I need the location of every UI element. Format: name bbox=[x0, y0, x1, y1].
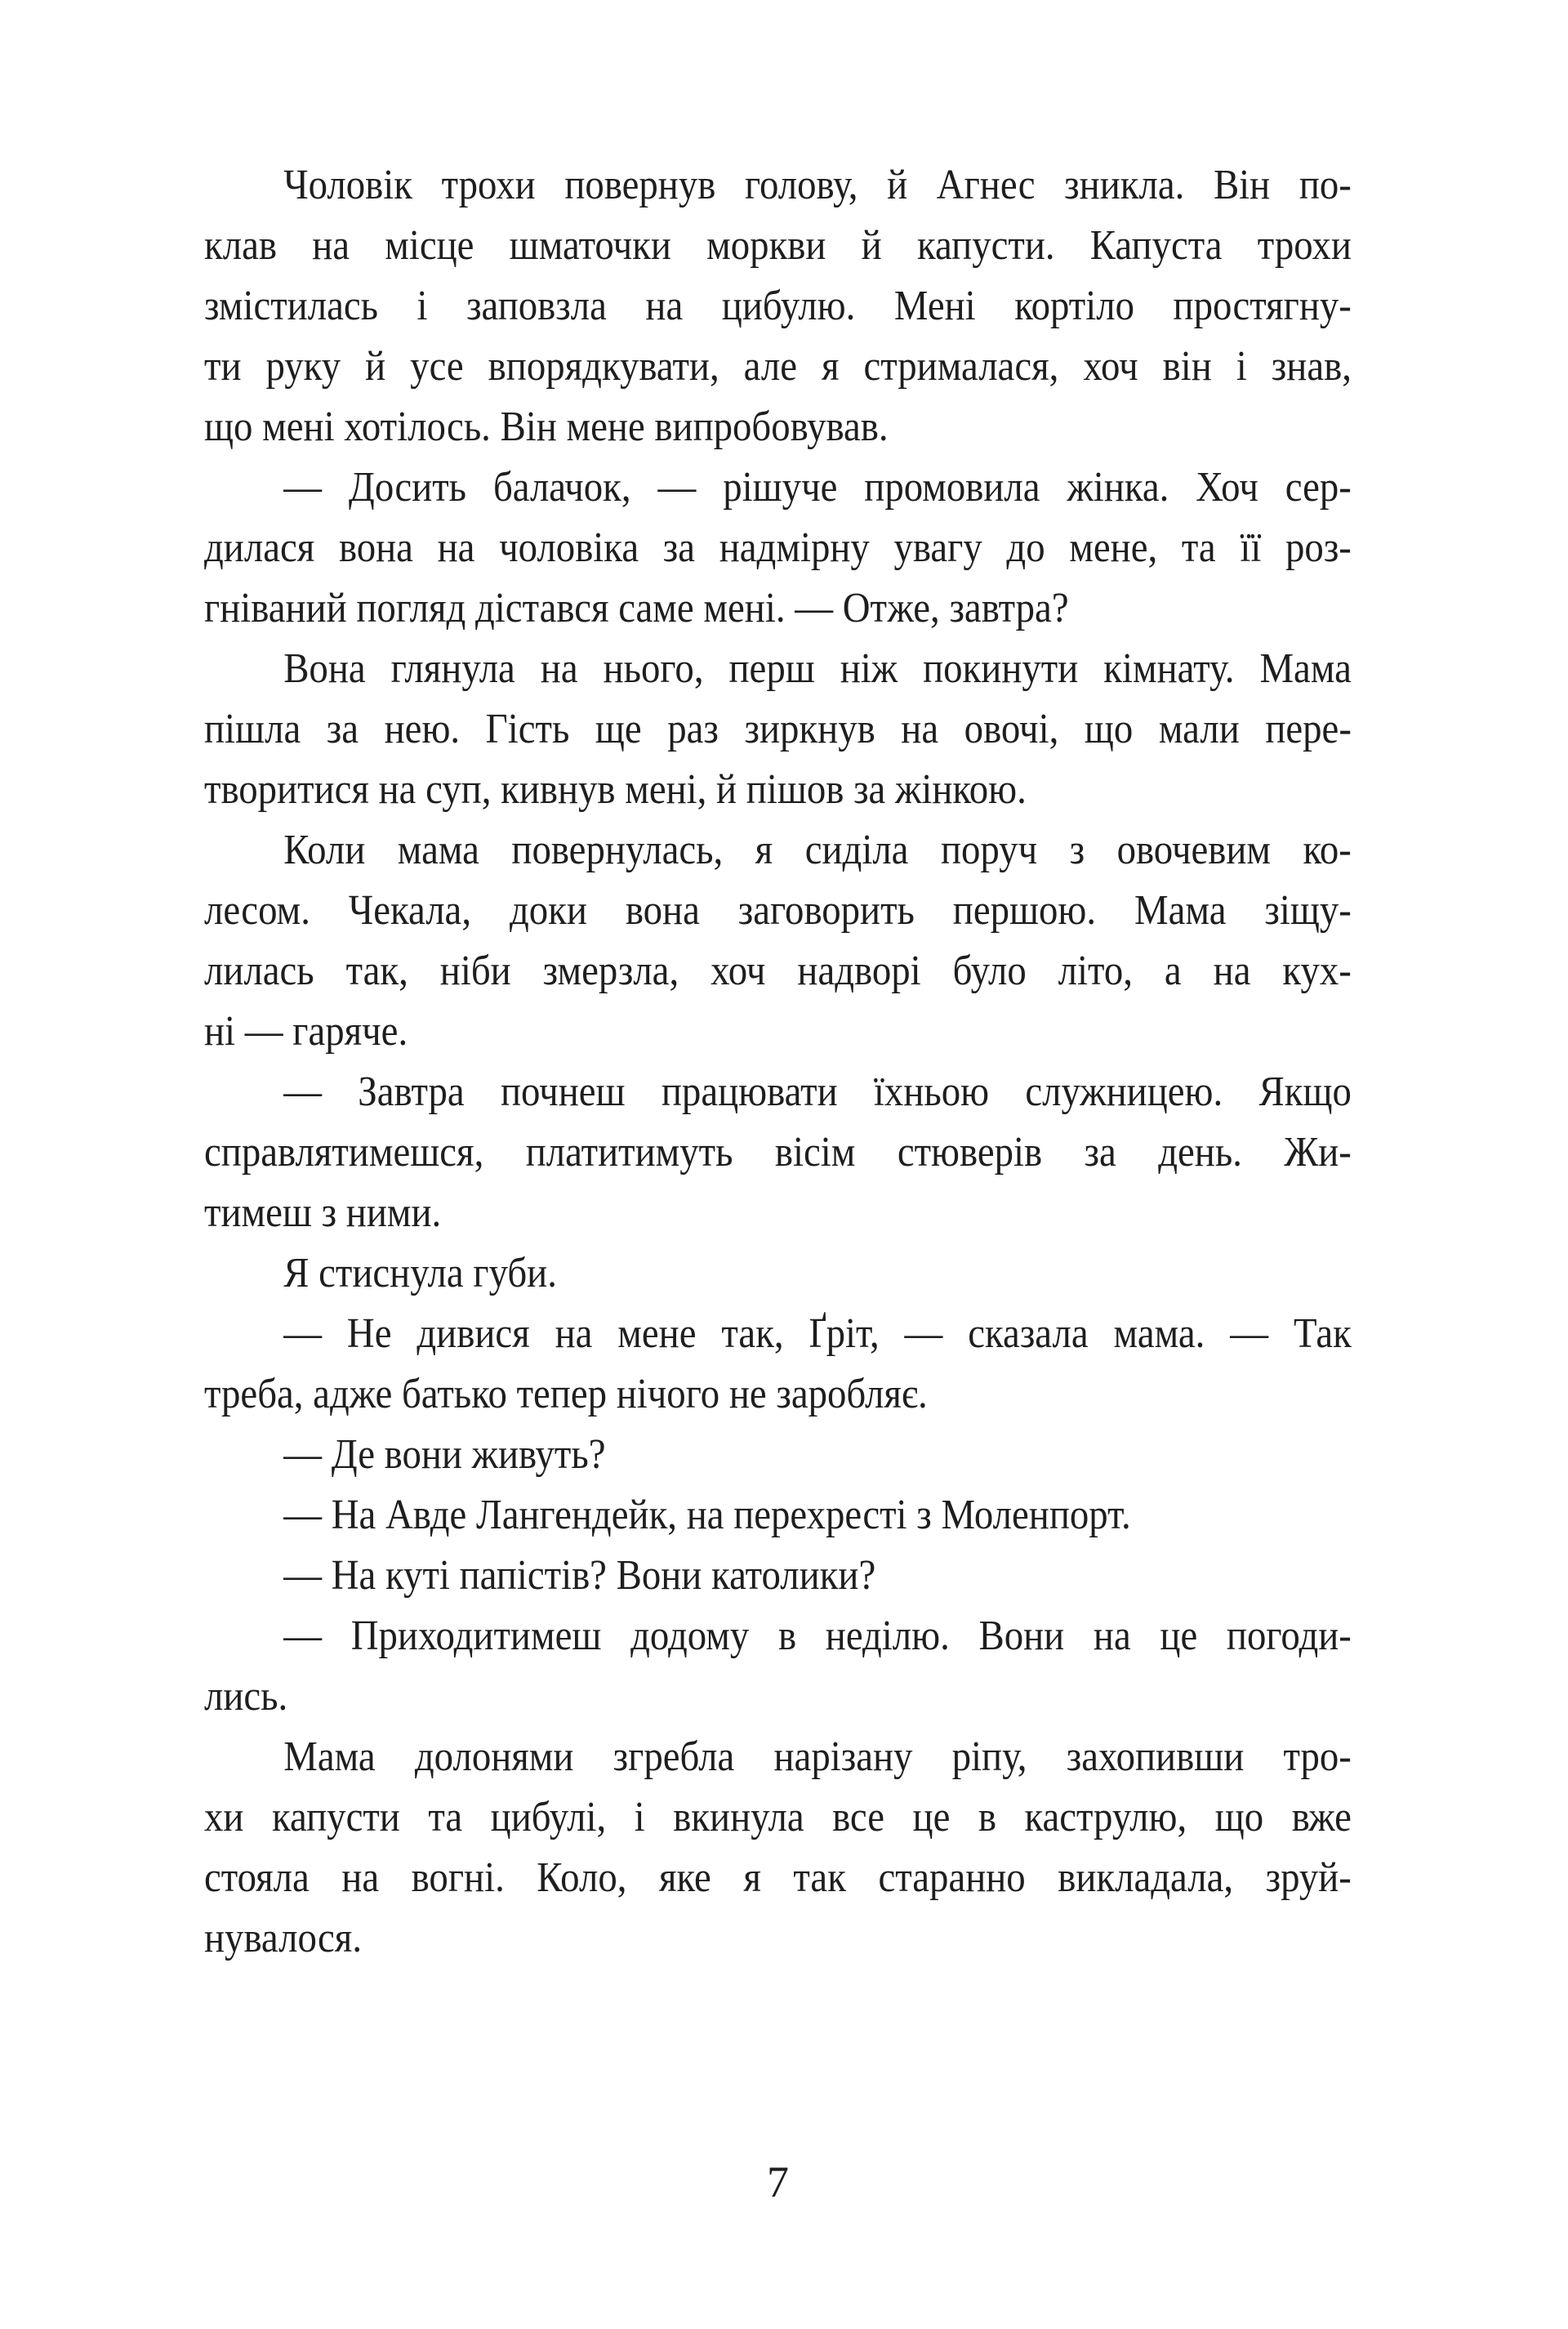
text-line: Мама долонями згребла нарізану ріпу, захопивши тро- bbox=[283, 1733, 1352, 1780]
text-line: змістилась і заповзла на цибулю. Мені кортіло простягну- bbox=[204, 283, 1352, 329]
text-line: хи капусти та цибулі, і вкинула все це в каструлю, що вже bbox=[204, 1794, 1352, 1840]
text-line: треба, адже батько тепер нічого не заробляє. bbox=[204, 1371, 928, 1417]
text-line: тимеш з ними. bbox=[204, 1189, 442, 1236]
text-line: — Досить балачок, — рішуче промовила жінка. Хоч сер- bbox=[283, 464, 1352, 511]
text-line: гніваний погляд дістався саме мені. — Отже, завтра? bbox=[204, 585, 1069, 631]
text-line: — Де вони живуть? bbox=[283, 1431, 606, 1478]
text-line: стояла на вогні. Коло, яке я так старанно викладала, зруй- bbox=[204, 1854, 1352, 1901]
text-line: творитися на суп, кивнув мені, й пішов за жінкою. bbox=[204, 766, 1027, 813]
text-line: дилася вона на чоловіка за надмірну увагу до мене, та її роз- bbox=[204, 524, 1352, 571]
text-line: клав на місце шматочки моркви й капусти. Капуста трохи bbox=[204, 222, 1352, 269]
text-line: лилась так, ніби змерзла, хоч надворі було літо, а на кух- bbox=[204, 948, 1352, 994]
text-line: Вона глянула на нього, перш ніж покинути кімнату. Мама bbox=[283, 645, 1352, 692]
text-line: — Завтра почнеш працювати їхньою служницею. Якщо bbox=[283, 1069, 1352, 1115]
text-line: — Приходитимеш додому в неділю. Вони на це погоди- bbox=[283, 1613, 1352, 1659]
text-line: — На куті папістів? Вони католики? bbox=[283, 1552, 876, 1599]
text-line: Чоловік трохи повернув голову, й Агнес зникла. Він по- bbox=[283, 162, 1352, 208]
text-line: Коли мама повернулась, я сиділа поруч з овочевим ко- bbox=[283, 827, 1352, 873]
text-line: — На Авде Лангендейк, на перехресті з Моленпорт. bbox=[283, 1492, 1131, 1538]
text-line: лись. bbox=[204, 1673, 288, 1720]
text-line: справлятимешся, платитимуть вісім стюверів за день. Жи- bbox=[204, 1129, 1352, 1176]
page-number: 7 bbox=[767, 2157, 789, 2206]
text-line: що мені хотілось. Він мене випробовував. bbox=[204, 404, 889, 450]
text-line: — Не дивися на мене так, Ґріт, — сказала мама. — Так bbox=[283, 1310, 1352, 1357]
text-line: Я стиснула губи. bbox=[283, 1250, 557, 1296]
text-line: ні — гаряче. bbox=[204, 1008, 408, 1055]
text-line: лесом. Чекала, доки вона заговорить першою. Мама зіщу- bbox=[204, 887, 1352, 934]
text-line: нувалося. bbox=[204, 1915, 363, 1961]
text-line: ти руку й усе впорядкувати, але я стрималася, хоч він і знав, bbox=[204, 343, 1352, 390]
text-line: пішла за нею. Гість ще раз зиркнув на овочі, що мали пере- bbox=[204, 706, 1352, 752]
body-text bbox=[204, 155, 1352, 1969]
